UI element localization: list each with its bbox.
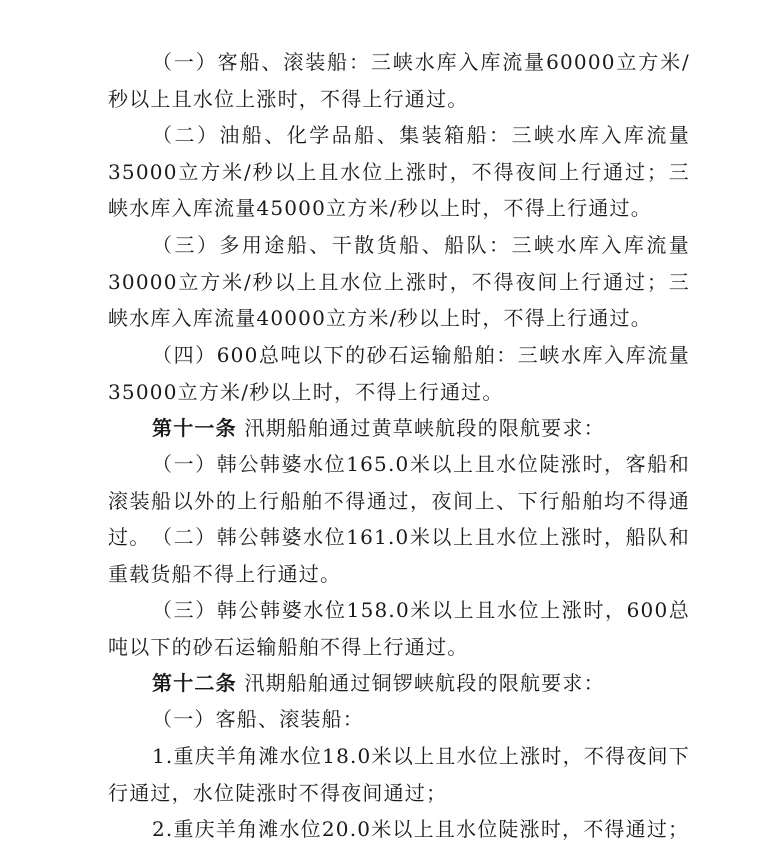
article-12-item-2: 2.重庆羊角滩水位20.0米以上且水位陡涨时，不得通过； — [152, 817, 690, 841]
article-12-number: 第十二条 — [152, 671, 237, 695]
article-11-heading — [108, 410, 690, 447]
paragraph-clause-2: （二）油船、化学品船、集装箱船：三峡水库入库流量35000立方米/秒以上且水位上涨时，不得夜间上行通过；三峡水库入库流量45000立方米/秒以上时，不得上行通过。 — [108, 123, 690, 220]
paragraph-clause-4: （四）600总吨以下的砂石运输船舶：三峡水库入库流量35000立方米/秒以上时，不得上行通过。 — [108, 343, 690, 404]
article-11-clause-2: （二）韩公韩婆水位161.0米以上且水位上涨时，船队和重载货船不得上行通过。 — [108, 525, 690, 586]
article-12-item-1: 1.重庆羊角滩水位18.0米以上且水位上涨时，不得夜间下行通过，水位陡涨时不得夜间通过； — [108, 744, 690, 805]
article-11-number: 第十一条 — [152, 416, 237, 440]
article-11-clause-1: （一）韩公韩婆水位165.0米以上且水位陡涨时，客船和滚装船以外的上行船舶不得通过，夜间上、下行船舶均不得通过。 — [108, 452, 690, 549]
article-12-heading — [108, 665, 690, 702]
article-11-title: 汛期船舶通过黄草峡航段的限航要求： — [236, 416, 605, 440]
article-12-title: 汛期船舶通过铜锣峡航段的限航要求： — [236, 671, 605, 695]
article-12-clause-1: （一）客船、滚装船： — [152, 707, 364, 731]
paragraph-clause-3: （三）多用途船、干散货船、船队：三峡水库入库流量30000立方米/秒以上且水位上涨时，不得夜间上行通过；三峡水库入库流量40000立方米/秒以上时，不得上行通过。 — [108, 233, 690, 330]
article-11-clause-3: （三）韩公韩婆水位158.0米以上且水位上涨时，600总吨以下的砂石运输船舶不得上行通过。 — [108, 598, 690, 659]
paragraph-clause-1: （一）客船、滚装船：三峡水库入库流量60000立方米/秒以上且水位上涨时，不得上行通过。 — [108, 50, 690, 111]
